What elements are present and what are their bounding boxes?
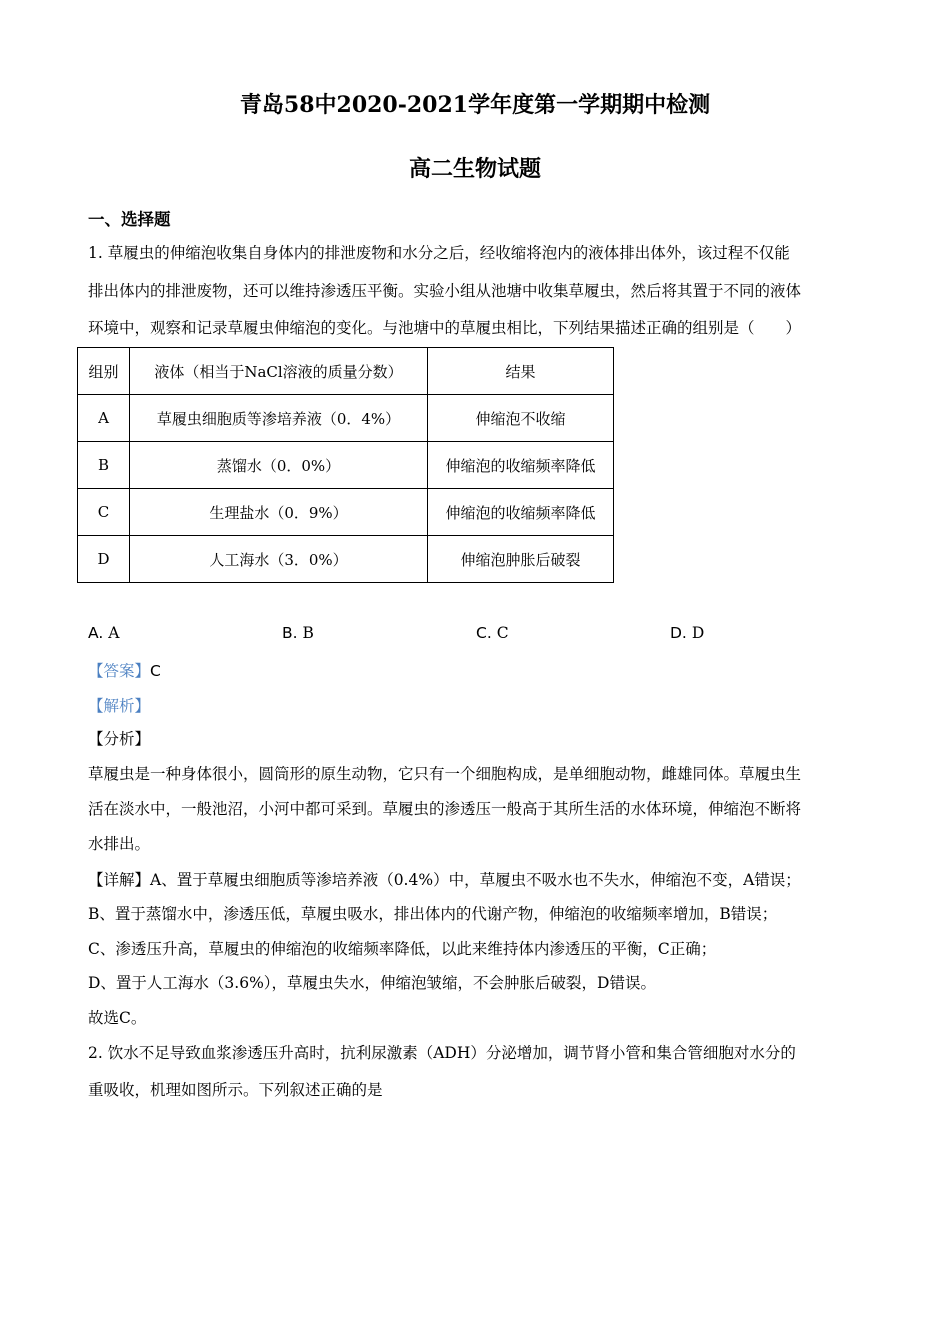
q2-stem-line: 2. 饮水不足导致血浆渗透压升高时，抗利尿激素（ADH）分泌增加，调节肾小管和集合管细胞对水分的 <box>88 1044 796 1062</box>
table-cell: 伸缩泡的收缩频率降低 <box>428 442 614 489</box>
q1-stem-line: 环境中，观察和记录草履虫伸缩泡的变化。与池塘中的草履虫相比，下列结果描述正确的组别是（ ） <box>88 319 802 337</box>
option-c <box>476 624 509 642</box>
table-cell: D <box>78 536 130 583</box>
detail-line: 故选C。 <box>88 1009 147 1027</box>
q1-stem-line: 1. 草履虫的伸缩泡收集自身体内的排泄废物和水分之后，经收缩将泡内的液体排出体外，该过程不仅能 <box>88 244 790 262</box>
answer-value: C <box>150 662 161 680</box>
option-key: B. <box>282 624 298 642</box>
table-cell: 伸缩泡肿胀后破裂 <box>428 536 614 583</box>
table-cell: 人工海水（3．0%） <box>130 536 428 583</box>
option-a <box>88 624 119 642</box>
table-row <box>78 395 614 442</box>
document-subtitle: 高二生物试题 <box>408 156 541 182</box>
document-title: 青岛58中2020-2021学年度第一学期期中检测 <box>239 92 711 118</box>
option-key: A. <box>88 624 104 642</box>
detail-line: 【详解】A、置于草履虫细胞质等渗培养液（0.4%）中，草履虫不吸水也不失水，伸缩泡不变，A错误； <box>88 871 801 889</box>
table-cell: 生理盐水（0．9%） <box>130 489 428 536</box>
table-cell: C <box>78 489 130 536</box>
explain-label: 【解析】 <box>88 697 151 715</box>
detail-line: C、渗透压升高，草履虫的伸缩泡的收缩频率降低，以此来维持体内渗透压的平衡，C正确； <box>88 940 717 958</box>
table-cell: 草履虫细胞质等渗培养液（0．4%） <box>130 395 428 442</box>
answer-label: 【答案】 <box>88 662 151 680</box>
analysis-line: 水排出。 <box>88 835 151 853</box>
answer-line <box>88 659 868 681</box>
option-d <box>670 624 704 642</box>
table-row <box>78 442 614 489</box>
analysis-line: 草履虫是一种身体很小，圆筒形的原生动物，它只有一个细胞构成，是单细胞动物，雌雄同体。草履虫生 <box>88 765 802 783</box>
q1-table <box>77 347 614 583</box>
option-value: C <box>496 624 509 642</box>
table-header-cell: 液体（相当于NaCl溶液的质量分数） <box>130 348 428 395</box>
option-b <box>282 624 314 642</box>
table-cell: A <box>78 395 130 442</box>
q1-stem-line: 排出体内的排泄废物，还可以维持渗透压平衡。实验小组从池塘中收集草履虫，然后将其置于不同的液体 <box>88 282 802 300</box>
table-cell: 伸缩泡不收缩 <box>428 395 614 442</box>
analysis-label: 【分析】 <box>88 730 151 748</box>
table-header-cell: 结果 <box>428 348 614 395</box>
table-cell: 伸缩泡的收缩频率降低 <box>428 489 614 536</box>
table-header-row <box>78 348 614 395</box>
q2-stem-line: 重吸收，机理如图所示。下列叙述正确的是 <box>88 1081 383 1099</box>
option-key: C. <box>476 624 492 642</box>
detail-line: B、置于蒸馏水中，渗透压低，草履虫吸水，排出体内的代谢产物，伸缩泡的收缩频率增加，B错误； <box>88 905 778 923</box>
section-heading: 一、选择题 <box>88 210 171 229</box>
table-cell: 蒸馏水（0．0%） <box>130 442 428 489</box>
detail-line: D、置于人工海水（3.6%），草履虫失水，伸缩泡皱缩，不会肿胀后破裂，D错误。 <box>88 974 656 992</box>
analysis-line: 活在淡水中，一般池沼，小河中都可采到。草履虫的渗透压一般高于其所生活的水体环境，伸缩泡不断将 <box>88 800 802 818</box>
option-key: D. <box>670 624 687 642</box>
table-cell: B <box>78 442 130 489</box>
table-row <box>78 489 614 536</box>
option-value: A <box>108 624 120 642</box>
table-row <box>78 536 614 583</box>
option-value: D <box>691 624 705 642</box>
option-value: B <box>302 624 314 642</box>
table-header-cell: 组别 <box>78 348 130 395</box>
